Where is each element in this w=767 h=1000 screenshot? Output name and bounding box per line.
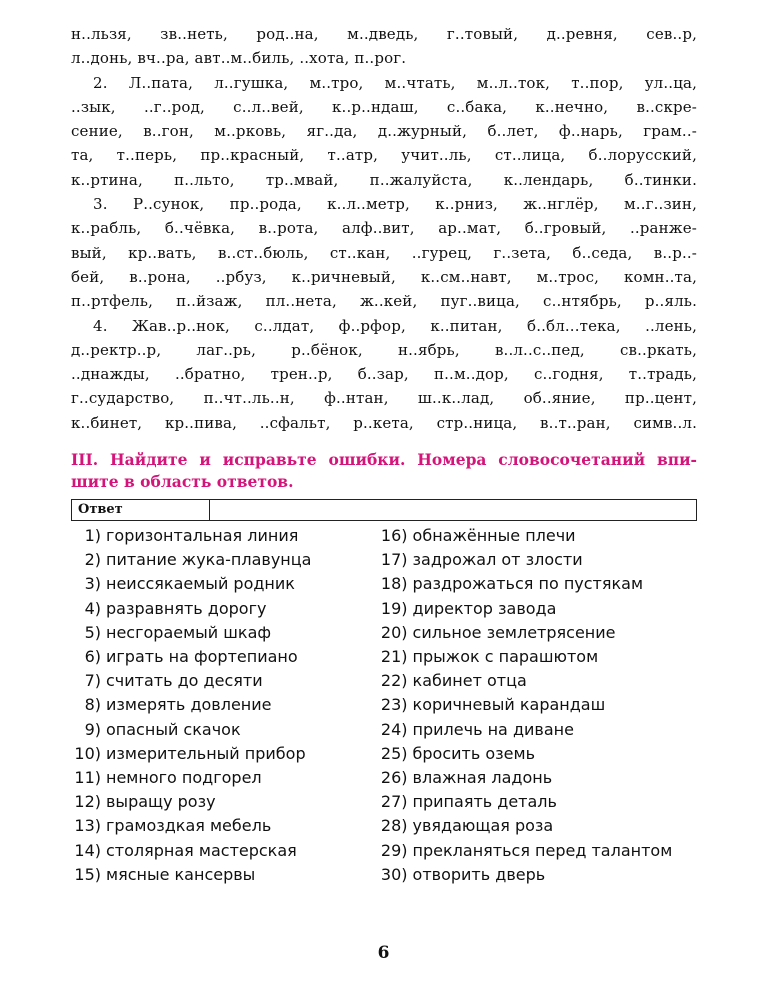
phrase-text: коричневый карандаш bbox=[412, 695, 606, 715]
phrase-number: 16) bbox=[380, 526, 408, 546]
answer-box bbox=[71, 499, 697, 521]
phrase-number: 6) bbox=[84, 647, 101, 667]
phrase-item bbox=[381, 742, 697, 766]
phrase-text: играть на фортепиано bbox=[106, 647, 298, 667]
phrase-number: 17) bbox=[380, 550, 408, 570]
text-line: ..днажды, ..братно, трен..р, б..зар, п..м..дор, с..годня, т..традь, bbox=[71, 365, 697, 384]
text-line: бей, в..рона, ..рбуз, к..ричневый, к..см..навт, м..трос, комн..та, bbox=[71, 267, 697, 286]
phrase-text: измерять довление bbox=[106, 695, 272, 715]
phrase-text: несгораемый шкаф bbox=[106, 622, 272, 642]
phrase-number: 12) bbox=[74, 792, 101, 812]
text-line: ..зык, ..г..род, с..л..вей, к..р..ндаш, с..бака, к..нечно, в..скре- bbox=[71, 97, 697, 116]
phrase-item bbox=[71, 645, 381, 669]
phrase-number: 30) bbox=[380, 864, 408, 884]
phrase-item bbox=[381, 839, 697, 863]
phrase-item bbox=[381, 645, 697, 669]
page-number: 6 bbox=[377, 943, 390, 963]
phrase-item bbox=[71, 669, 381, 693]
text-line: д..ректр..р, лаг..рь, р..бёнок, н..ябрь, в..л..с..пед, св..ркать, bbox=[71, 340, 697, 359]
phrase-text: немного подгорел bbox=[106, 768, 262, 788]
text-line: 3. Р..сунок, пр..рода, к..л..метр, к..рниз, ж..нглёр, м..г..зин, bbox=[93, 195, 697, 214]
phrase-item bbox=[381, 621, 697, 645]
text-line: вый, кр..вать, в..ст..бюль, ст..кан, ..гурец, г..зета, б..седа, в..р..- bbox=[71, 243, 697, 262]
phrase-number: 27) bbox=[380, 792, 408, 812]
phrase-text: увядающая роза bbox=[412, 816, 554, 836]
phrase-item bbox=[71, 742, 381, 766]
phrase-item bbox=[381, 718, 697, 742]
phrase-text: горизонтальная линия bbox=[106, 526, 299, 546]
answer-field[interactable] bbox=[210, 500, 696, 520]
phrase-number: 25) bbox=[380, 743, 408, 763]
paragraph-4 bbox=[71, 314, 697, 435]
phrase-item bbox=[71, 766, 381, 790]
phrase-item bbox=[381, 669, 697, 693]
phrase-text: бросить оземь bbox=[412, 743, 536, 763]
phrase-text: отворить дверь bbox=[412, 864, 546, 884]
phrase-text: прекланяться перед талантом bbox=[412, 840, 673, 860]
phrase-item bbox=[71, 718, 381, 742]
phrase-column-right bbox=[381, 524, 697, 887]
phrase-item bbox=[381, 572, 697, 596]
text-line: 2. Л..пата, л..гушка, м..тро, м..чтать, м..л..ток, т..пор, ул..ца, bbox=[93, 73, 697, 92]
phrase-number: 13) bbox=[74, 816, 101, 836]
text-line: п..ртфель, п..йзаж, пл..нета, ж..кей, пуг..вица, с..нтябрь, р..яль. bbox=[71, 292, 697, 311]
phrase-number: 5) bbox=[84, 622, 101, 642]
phrase-column-left bbox=[71, 524, 381, 887]
phrase-item bbox=[381, 693, 697, 717]
phrase-text: опасный скачок bbox=[106, 719, 241, 739]
phrase-text: прыжок с парашютом bbox=[412, 647, 599, 667]
phrase-item bbox=[71, 524, 381, 548]
phrase-number: 4) bbox=[84, 598, 101, 618]
phrase-item bbox=[381, 790, 697, 814]
paragraph-1 bbox=[71, 22, 697, 71]
phrase-item bbox=[71, 548, 381, 572]
phrase-item bbox=[71, 863, 381, 887]
phrase-text: кабинет отца bbox=[412, 671, 527, 691]
phrase-number: 11) bbox=[74, 768, 101, 788]
paragraph-2 bbox=[71, 71, 697, 192]
text-line: л..донь, вч..ра, авт..м..биль, ..хота, п..рог. bbox=[71, 49, 407, 68]
phrase-number: 18) bbox=[380, 574, 408, 594]
paragraph-3 bbox=[71, 192, 697, 313]
phrase-text: грамоздкая мебель bbox=[106, 816, 272, 836]
text-line: к..ртина, п..льто, тр..мвай, п..жалуйста, к..лендарь, б..тинки. bbox=[71, 170, 697, 189]
phrase-number: 29) bbox=[380, 840, 408, 860]
phrase-text: задрожал от злости bbox=[412, 550, 583, 570]
phrase-item bbox=[381, 766, 697, 790]
phrase-number: 20) bbox=[380, 622, 408, 642]
phrase-number: 26) bbox=[380, 768, 408, 788]
phrase-number: 7) bbox=[84, 671, 101, 691]
text-line: та, т..перь, пр..красный, т..атр, учит..ль, ст..лица, б..лорусский, bbox=[71, 146, 697, 165]
phrase-text: припаять деталь bbox=[412, 792, 557, 812]
phrase-number: 28) bbox=[380, 816, 408, 836]
text-line: к..рабль, б..чёвка, в..рота, алф..вит, ар..мат, б..гровый, ..ранже- bbox=[71, 219, 697, 238]
phrase-number: 24) bbox=[380, 719, 408, 739]
phrase-item bbox=[71, 693, 381, 717]
task-3-heading bbox=[71, 449, 697, 493]
phrase-item bbox=[71, 597, 381, 621]
phrase-number: 1) bbox=[84, 526, 101, 546]
phrase-text: считать до десяти bbox=[106, 671, 263, 691]
phrase-text: выращу розу bbox=[106, 792, 216, 812]
phrase-text: разравнять дорогу bbox=[106, 598, 267, 618]
phrase-number: 19) bbox=[380, 598, 408, 618]
task-line: шите в область ответов. bbox=[71, 472, 294, 492]
phrase-number: 9) bbox=[84, 719, 101, 739]
phrase-list bbox=[71, 524, 697, 887]
phrase-text: мясные кансервы bbox=[106, 864, 256, 884]
phrase-text: измерительный прибор bbox=[106, 743, 306, 763]
text-line: н..льзя, зв..неть, род..на, м..дведь, г..товый, д..ревня, сев..р, bbox=[71, 25, 697, 43]
task-line: III. Найдите и исправьте ошибки. Номера словосочетаний впи- bbox=[71, 450, 697, 470]
phrase-number: 3) bbox=[84, 574, 101, 594]
worksheet-page bbox=[71, 22, 697, 887]
phrase-text: столярная мастерская bbox=[106, 840, 297, 860]
phrase-text: обнажённые плечи bbox=[412, 526, 576, 546]
phrase-item bbox=[71, 572, 381, 596]
phrase-text: питание жука-плавунца bbox=[106, 550, 312, 570]
phrase-text: директор завода bbox=[412, 598, 557, 618]
phrase-item bbox=[381, 814, 697, 838]
phrase-number: 21) bbox=[380, 647, 408, 667]
phrase-item bbox=[381, 548, 697, 572]
phrase-number: 14) bbox=[74, 840, 101, 860]
phrase-number: 2) bbox=[84, 550, 101, 570]
phrase-item bbox=[71, 790, 381, 814]
text-line: г..сударство, п..чт..ль..н, ф..нтан, ш..к..лад, об..яние, пр..цент, bbox=[71, 389, 697, 408]
phrase-text: сильное землетрясение bbox=[412, 622, 616, 642]
phrase-number: 22) bbox=[380, 671, 408, 691]
phrase-text: влажная ладонь bbox=[412, 768, 553, 788]
phrase-item bbox=[71, 621, 381, 645]
phrase-item bbox=[71, 814, 381, 838]
text-line: 4. Жав..р..нок, с..лдат, ф..рфор, к..питан, б..бл...тека, ..лень, bbox=[93, 316, 697, 335]
phrase-text: раздрожаться по пустякам bbox=[412, 574, 644, 594]
phrase-number: 10) bbox=[74, 743, 101, 763]
answer-label: Ответ bbox=[72, 500, 210, 520]
phrase-number: 23) bbox=[380, 695, 408, 715]
phrase-number: 15) bbox=[74, 864, 101, 884]
phrase-item bbox=[381, 597, 697, 621]
text-line: сение, в..гон, м..рковь, яг..да, д..журный, б..лет, ф..нарь, грам..- bbox=[71, 122, 697, 141]
text-line: к..бинет, кр..пива, ..сфальт, р..кета, стр..ница, в..т..ран, симв..л. bbox=[71, 413, 697, 432]
phrase-text: неиссякаемый родник bbox=[106, 574, 295, 594]
phrase-number: 8) bbox=[84, 695, 101, 715]
phrase-text: прилечь на диване bbox=[412, 719, 574, 739]
phrase-item bbox=[71, 839, 381, 863]
phrase-item bbox=[381, 863, 697, 887]
phrase-item bbox=[381, 524, 697, 548]
